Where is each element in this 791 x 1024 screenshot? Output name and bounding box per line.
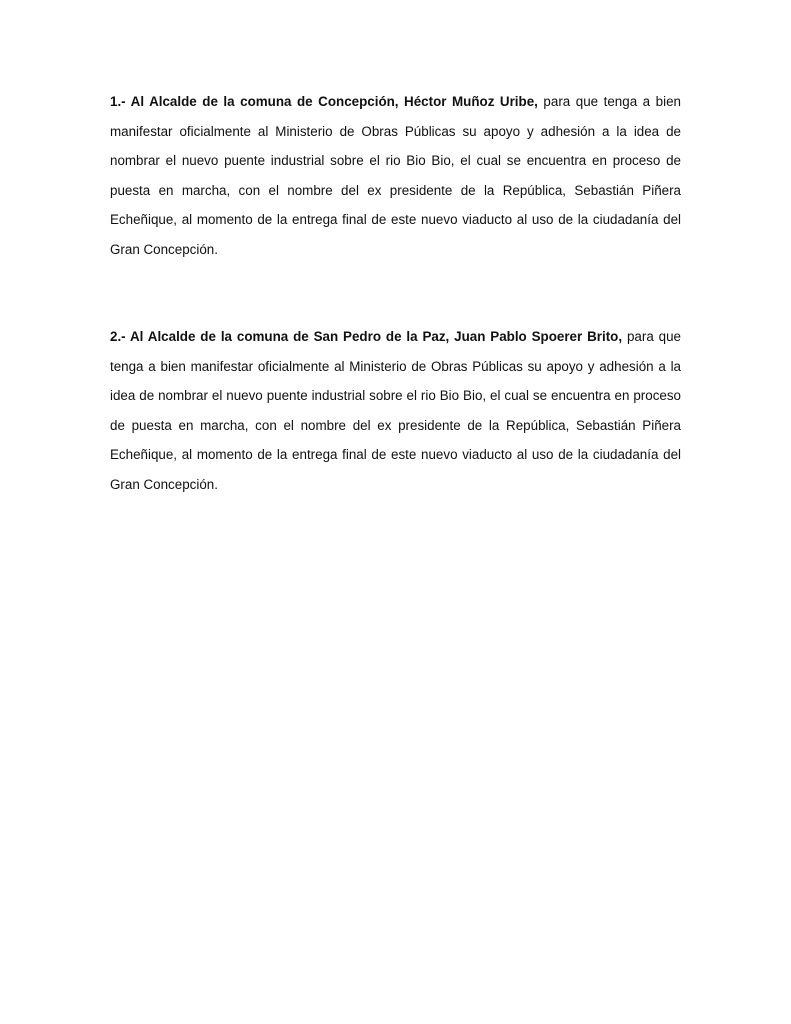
paragraph-1-body: para que tenga a bien manifestar oficialmente al Ministerio de Obras Públicas su apoyo y adhesión a la idea de nombrar el nuevo puente industrial sobre el rio Bio Bio, el cual se encuentra en proceso de puesta en marcha, con el nombre del ex presidente de la República, Sebastián Piñera Echeñique, al momento de la entrega final de este nuevo viaducto al uso de la ciudadanía del Gran Concepción. (110, 94, 681, 257)
paragraph-2-body: para que tenga a bien manifestar oficialmente al Ministerio de Obras Públicas su apoyo y adhesión a la idea de nombrar el nuevo puente industrial sobre el rio Bio Bio, el cual se encuentra en proceso de puesta en marcha, con el nombre del ex presidente de la República, Sebastián Piñera Echeñique, al momento de la entrega final de este nuevo viaducto al uso de la ciudadanía del Gran Concepción. (110, 329, 681, 492)
paragraph-2 (110, 322, 681, 499)
paragraph-1-recipient: 1.- Al Alcalde de la comuna de Concepción, Héctor Muñoz Uribe, (110, 94, 538, 109)
paragraph-2-recipient: 2.- Al Alcalde de la comuna de San Pedro de la Paz, Juan Pablo Spoerer Brito, (110, 329, 623, 344)
paragraph-1 (110, 87, 681, 264)
